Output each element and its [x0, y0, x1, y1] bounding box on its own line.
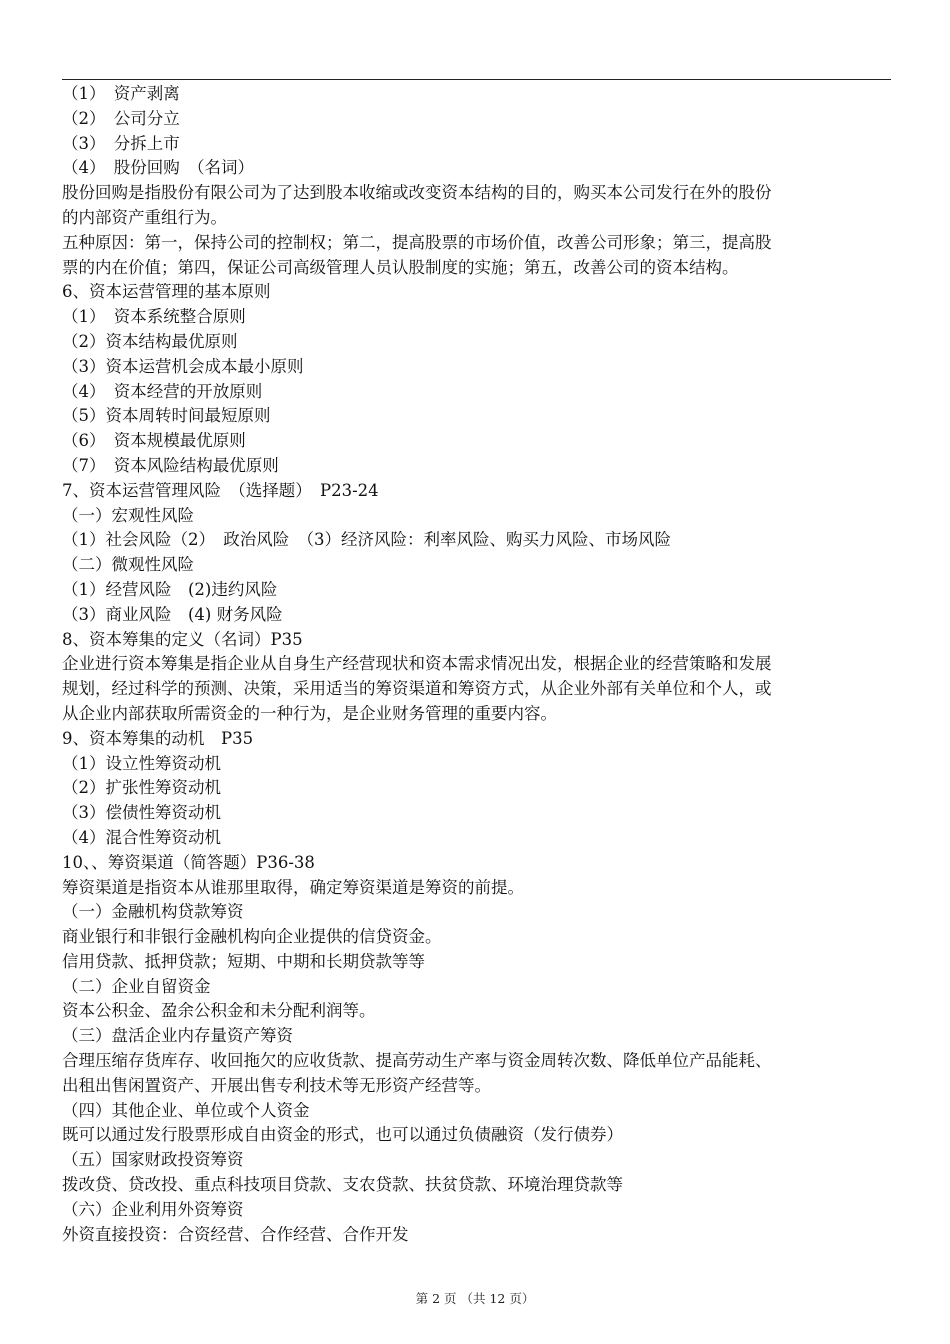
- page-footer: 第 2 页 （共 12 页）: [415, 1291, 535, 1306]
- text-line: 7、资本运营管理风险 （选择题） P23-24: [62, 480, 379, 500]
- text-line: （1）经营风险 (2)违约风险: [62, 579, 278, 599]
- text-line: （五）国家财政投资筹资: [62, 1150, 244, 1170]
- text-line: 8、资本筹集的定义（名词）P35: [62, 629, 303, 649]
- text-line: （7） 资本风险结构最优原则: [62, 455, 279, 475]
- text-line: （2） 公司分立: [62, 108, 180, 128]
- text-line: 资本公积金、盈余公积金和未分配利润等。: [62, 1001, 376, 1021]
- text-line: 的内部资产重组行为。: [62, 207, 227, 227]
- text-line: （4） 资本经营的开放原则: [62, 381, 263, 401]
- text-line: 既可以通过发行股票形成自由资金的形式，也可以通过负债融资（发行债券）: [62, 1125, 623, 1145]
- text-line: 五种原因：第一，保持公司的控制权；第二，提高股票的市场价值，改善公司形象；第三，提高股: [62, 232, 772, 252]
- text-line: （1）社会风险（2） 政治风险 （3）经济风险：利率风险、购买力风险、市场风险: [62, 530, 671, 550]
- text-line: （六）企业利用外资筹资: [62, 1199, 244, 1219]
- text-line: （1） 资产剥离: [62, 84, 180, 103]
- text-line: 拨改贷、贷改投、重点科技项目贷款、支农贷款、扶贫贷款、环境治理贷款等: [62, 1175, 623, 1195]
- text-line: 规划，经过科学的预测、决策，采用适当的筹资渠道和筹资方式，从企业外部有关单位和个人，或: [62, 679, 772, 699]
- text-line: （4）混合性筹资动机: [62, 827, 221, 847]
- text-line: （6） 资本规模最优原则: [62, 431, 246, 451]
- text-line: （1） 资本系统整合原则: [62, 307, 246, 327]
- text-line: 9、资本筹集的动机 P35: [62, 728, 254, 748]
- document-body: [62, 82, 891, 1247]
- text-line: （2）资本结构最优原则: [62, 331, 238, 351]
- text-line: 商业银行和非银行金融机构向企业提供的信贷资金。: [62, 927, 442, 947]
- text-line: （一）宏观性风险: [62, 505, 194, 525]
- text-line: （3）偿债性筹资动机: [62, 803, 221, 823]
- text-line: 合理压缩存货库存、收回拖欠的应收货款、提高劳动生产率与资金周转次数、降低单位产品能耗、: [62, 1051, 772, 1071]
- text-line: 外资直接投资：合资经营、合作经营、合作开发: [62, 1224, 409, 1244]
- header-rule: [62, 79, 891, 80]
- text-line: （3）资本运营机会成本最小原则: [62, 356, 304, 376]
- text-line: （二）企业自留资金: [62, 976, 211, 996]
- text-line: 10、、筹资渠道（简答题）P36-38: [62, 852, 315, 872]
- text-line: 6、资本运营管理的基本原则: [62, 282, 271, 302]
- text-line: （1）设立性筹资动机: [62, 753, 221, 773]
- text-line: （二）微观性风险: [62, 555, 194, 575]
- text-line: 信用贷款、抵押贷款；短期、中期和长期贷款等等: [62, 951, 425, 971]
- text-line: （3）商业风险 (4) 财务风险: [62, 604, 283, 624]
- text-line: （4） 股份回购 （名词）: [62, 158, 254, 178]
- text-line: 筹资渠道是指资本从谁那里取得，确定筹资渠道是筹资的前提。: [62, 877, 524, 897]
- text-line: 出租出售闲置资产、开展出售专利技术等无形资产经营等。: [62, 1075, 491, 1095]
- text-line: （一）金融机构贷款筹资: [62, 902, 244, 922]
- text-line: 票的内在价值；第四，保证公司高级管理人员认股制度的实施；第五，改善公司的资本结构。: [62, 257, 739, 277]
- text-line: （三）盘活企业内存量资产筹资: [62, 1026, 293, 1046]
- text-line: 从企业内部获取所需资金的一种行为，是企业财务管理的重要内容。: [62, 703, 557, 723]
- text-line: 企业进行资本筹集是指企业从自身生产经营现状和资本需求情况出发，根据企业的经营策略和发展: [62, 654, 772, 674]
- text-line: 股份回购是指股份有限公司为了达到股本收缩或改变资本结构的目的，购买本公司发行在外的股份: [62, 183, 772, 203]
- text-line: （5）资本周转时间最短原则: [62, 406, 271, 426]
- text-line: （四）其他企业、单位或个人资金: [62, 1100, 310, 1120]
- text-line: （2）扩张性筹资动机: [62, 778, 221, 798]
- text-line: （3） 分拆上市: [62, 133, 180, 153]
